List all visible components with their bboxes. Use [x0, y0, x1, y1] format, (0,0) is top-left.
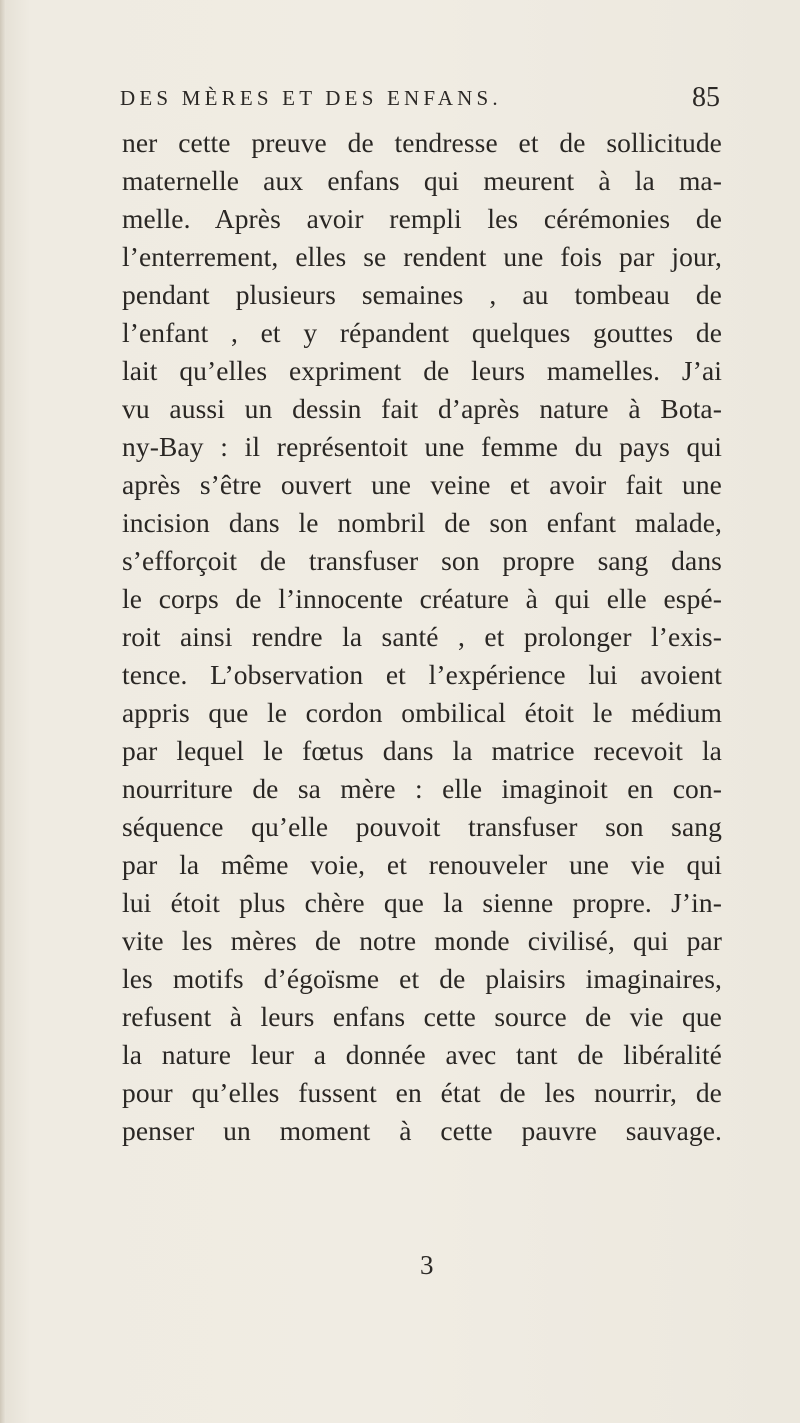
- text-line: l’enfant , et y répandent quelques gouttes de: [122, 317, 722, 348]
- text-line: lait qu’elles expriment de leurs mamelles. J’ai: [122, 355, 722, 386]
- text-line: les motifs d’égoïsme et de plaisirs imaginaires,: [122, 963, 722, 994]
- text-line: vu aussi un dessin fait d’après nature à Bota-: [122, 393, 722, 424]
- text-line: lui étoit plus chère que la sienne propre. J’in-: [122, 887, 722, 918]
- text-line: maternelle aux enfans qui meurent à la ma-: [122, 165, 722, 196]
- text-line: ner cette preuve de tendresse et de sollicitude: [122, 127, 722, 158]
- text-line: pendant plusieurs semaines , au tombeau de: [122, 279, 722, 310]
- signature-mark: 3: [420, 1250, 434, 1280]
- page-gutter-edge: [0, 0, 6, 1423]
- text-line: melle. Après avoir rempli les cérémonies de: [122, 203, 722, 234]
- text-line: roit ainsi rendre la santé , et prolonger l’exis-: [122, 621, 722, 652]
- text-line: pour qu’elles fussent en état de les nourrir, de: [122, 1077, 722, 1108]
- text-line: par lequel le fœtus dans la matrice recevoit la: [122, 735, 722, 766]
- text-line: nourriture de sa mère : elle imaginoit en con-: [122, 773, 722, 804]
- text-line: s’efforçoit de transfuser son propre sang dans: [122, 545, 722, 576]
- page-number: 85: [692, 82, 720, 113]
- text-line: vite les mères de notre monde civilisé, qui par: [122, 925, 722, 956]
- text-line: penser un moment à cette pauvre sauvage.: [122, 1115, 722, 1146]
- running-head: DES MÈRES ET DES ENFANS.: [120, 86, 502, 110]
- text-line: par la même voie, et renouveler une vie qui: [122, 849, 722, 880]
- text-line: le corps de l’innocente créature à qui elle espé-: [122, 583, 722, 614]
- text-line: incision dans le nombril de son enfant malade,: [122, 507, 722, 538]
- text-line: appris que le cordon ombilical étoit le médium: [122, 697, 722, 728]
- text-line: l’enterrement, elles se rendent une fois par jour,: [122, 241, 722, 272]
- text-line: séquence qu’elle pouvoit transfuser son sang: [122, 811, 722, 842]
- text-line: ny-Bay : il représentoit une femme du pays qui: [122, 431, 722, 462]
- page-header: [120, 82, 720, 126]
- body-text: [122, 124, 722, 1150]
- text-line: refusent à leurs enfans cette source de vie que: [122, 1001, 722, 1032]
- text-line: tence. L’observation et l’expérience lui avoient: [122, 659, 722, 690]
- text-line: la nature leur a donnée avec tant de libéralité: [122, 1039, 722, 1070]
- text-line: après s’être ouvert une veine et avoir fait une: [122, 469, 722, 500]
